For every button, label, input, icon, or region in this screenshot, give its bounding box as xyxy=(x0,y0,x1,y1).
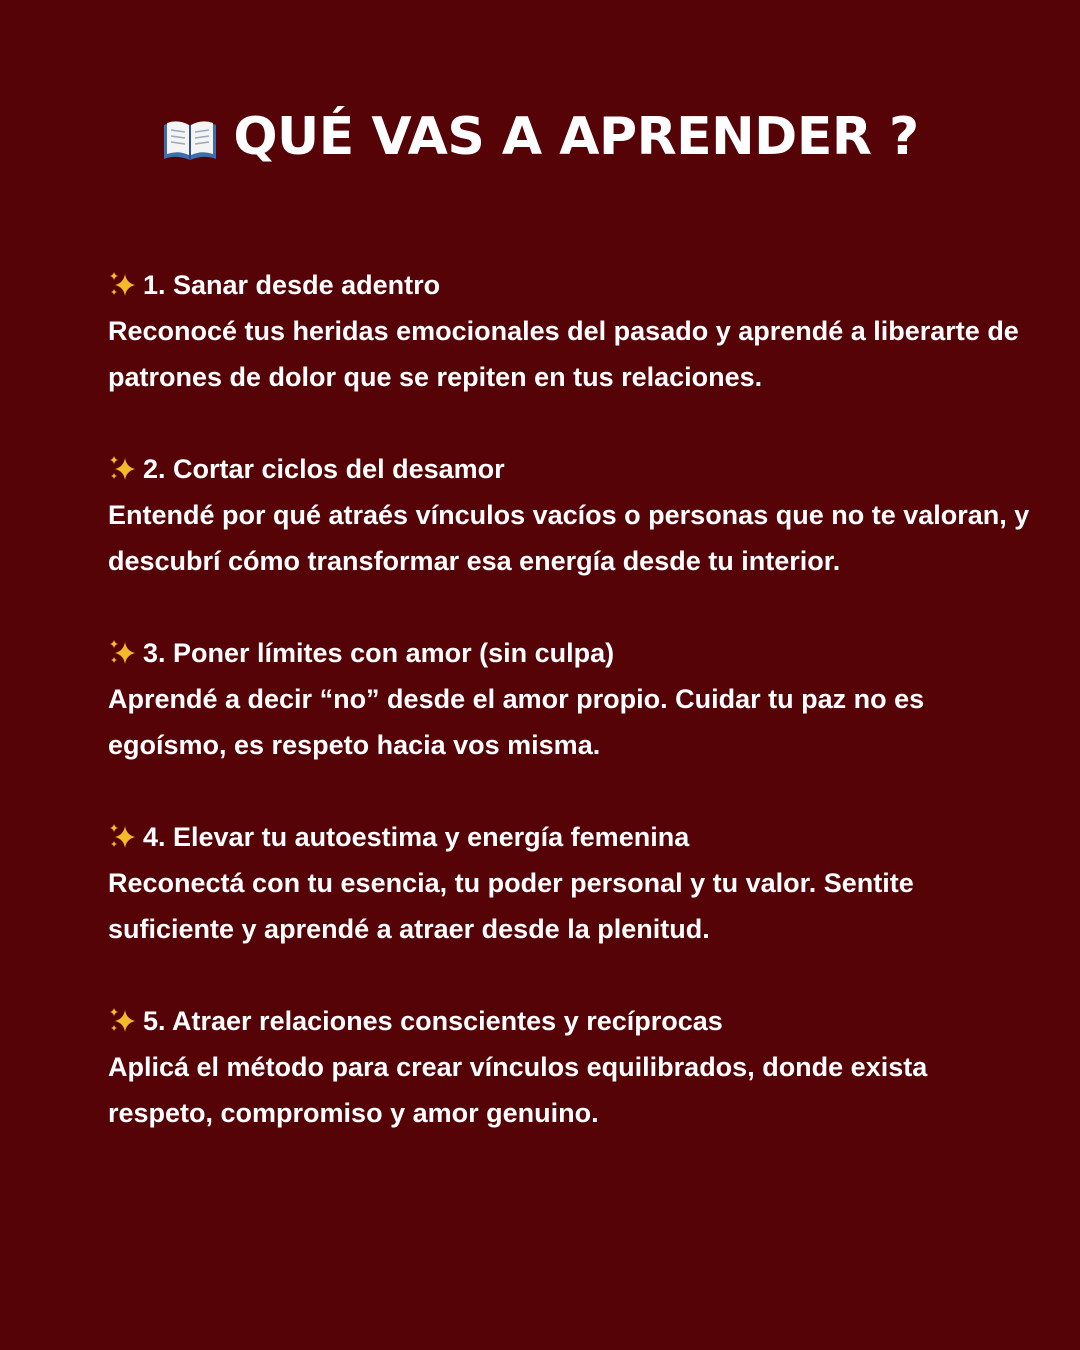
item-heading xyxy=(108,262,1038,308)
item-heading xyxy=(108,446,1038,492)
sparkles-icon xyxy=(108,1006,138,1036)
list-item xyxy=(108,998,1038,1136)
list-item xyxy=(108,630,1038,768)
list-item xyxy=(108,262,1038,400)
item-description: Reconocé tus heridas emocionales del pasado y aprendé a liberarte de patrones de dolor que se repiten en tus relaciones. xyxy=(108,316,1019,392)
sparkles-icon xyxy=(108,638,138,668)
sparkles-icon xyxy=(108,822,138,852)
item-heading xyxy=(108,630,1038,676)
item-heading-text: 1. Sanar desde adentro xyxy=(143,270,441,300)
item-description: Entendé por qué atraés vínculos vacíos o personas que no te valoran, y descubrí cómo transformar esa energía desde tu interior. xyxy=(108,500,1030,576)
item-heading-text: 3. Poner límites con amor (sin culpa) xyxy=(143,638,615,668)
item-heading-text: 2. Cortar ciclos del desamor xyxy=(143,454,505,484)
item-heading xyxy=(108,814,1038,860)
sparkles-icon xyxy=(108,454,138,484)
open-book-icon xyxy=(161,117,219,163)
title-text: QUÉ VAS A APRENDER ? xyxy=(233,107,919,167)
item-heading-text: 4. Elevar tu autoestima y energía femenina xyxy=(143,822,690,852)
list-item xyxy=(108,446,1038,584)
sparkles-icon xyxy=(108,270,138,300)
item-heading-text: 5. Atraer relaciones conscientes y recíprocas xyxy=(143,1006,723,1036)
item-description: Reconectá con tu esencia, tu poder personal y tu valor. Sentite suficiente y aprendé a atraer desde la plenitud. xyxy=(108,868,914,944)
item-description: Aplicá el método para crear vínculos equilibrados, donde exista respeto, compromiso y amor genuino. xyxy=(108,1052,928,1128)
item-description: Aprendé a decir “no” desde el amor propio. Cuidar tu paz no es egoísmo, es respeto hacia vos misma. xyxy=(108,684,925,760)
learning-list xyxy=(108,262,1038,1182)
list-item xyxy=(108,814,1038,952)
item-heading xyxy=(108,998,1038,1044)
page-title xyxy=(0,102,1080,172)
